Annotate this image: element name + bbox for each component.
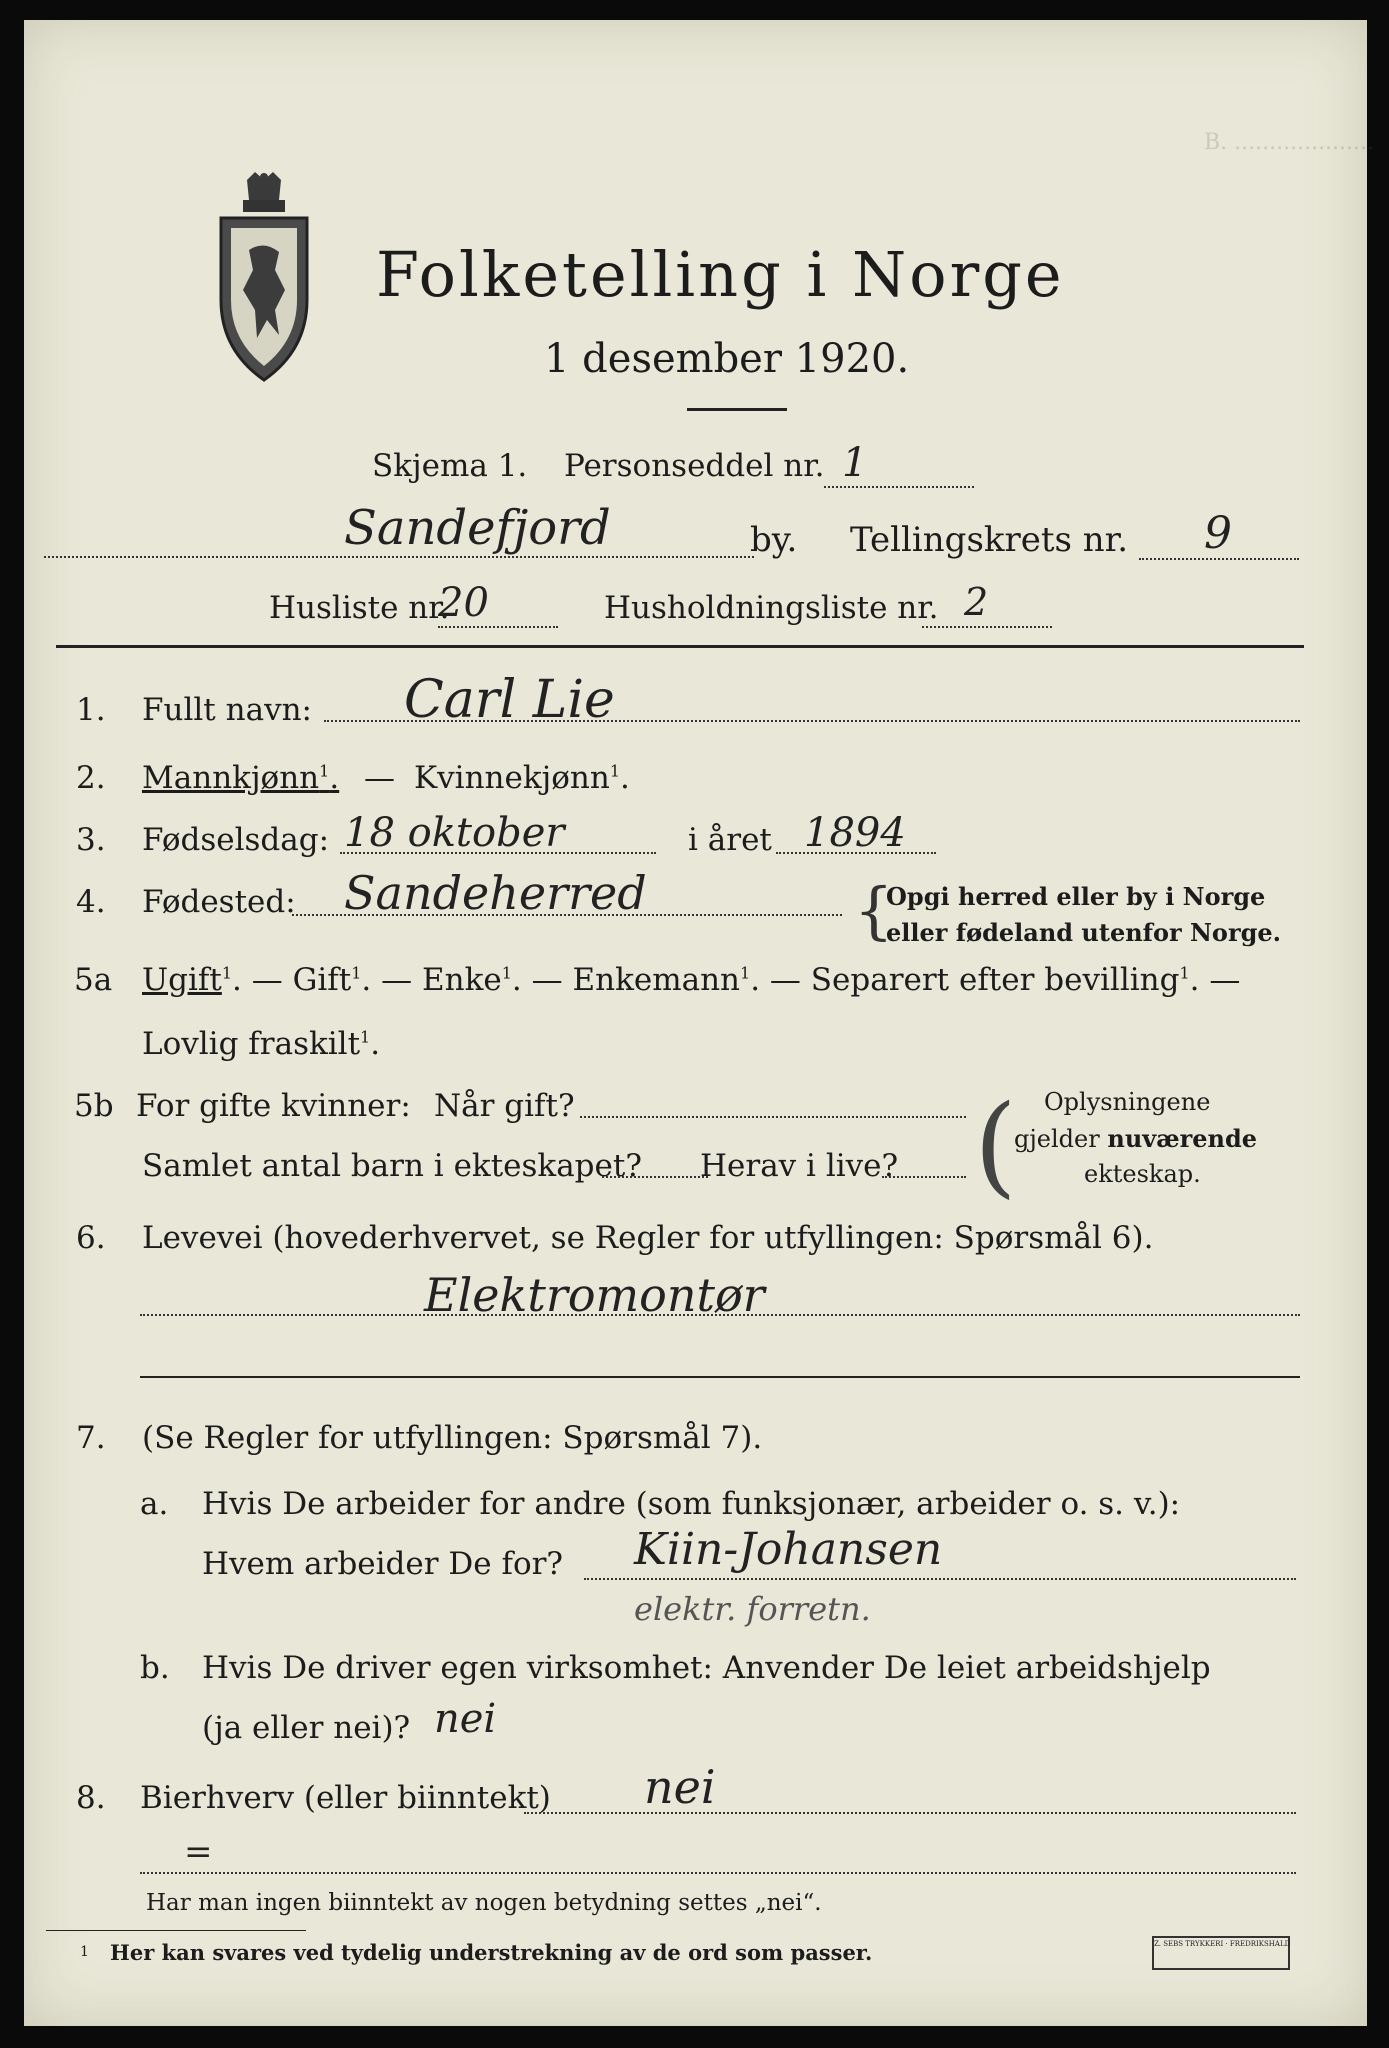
q8-number: 8. [76,1780,106,1816]
q1-number: 1. [76,692,106,728]
q7-number: 7. [76,1420,106,1456]
header-rule [56,645,1304,648]
q7-label: (Se Regler for utfyllingen: Spørsmål 7). [142,1420,763,1456]
q8-label: Bierhverv (eller biinntekt) [140,1780,551,1816]
personseddel-label: Personseddel nr. [564,448,825,484]
husholdning-label: Husholdningsliste nr. [604,590,939,626]
q5b-note-3: ekteskap. [1084,1160,1201,1188]
q5a-number: 5a [74,962,113,998]
q5b-barn: Samlet antal barn i ekteskapet? [142,1148,642,1184]
q3-number: 3. [76,822,106,858]
q7a-value-2: elektr. forretn. [634,1590,871,1628]
q5b-note-1: Oplysningene [1044,1088,1211,1116]
q1-label: Fullt navn: [142,692,312,728]
footer-note: Har man ingen biinntekt av nogen betydning settes „nei“. [146,1890,822,1916]
footnote: Her kan svares ved tydelig understrekning av de ord som passer. [110,1940,873,1965]
q5b-note-2: gjelder nuværende [1014,1124,1258,1153]
footnote-number: 1 [80,1944,89,1960]
q5a-fraskilt: Lovlig fraskilt$^1$. [142,1026,381,1062]
husliste-label: Husliste nr. [269,590,450,626]
q5a-enke: Enke [421,962,502,998]
q5a-enkemann: Enkemann [572,962,741,998]
q2-mannkjonn: Mannkjønn$^1$. [142,760,340,796]
q4-note-1: Opgi herred eller by i Norge [886,882,1266,911]
husholdning-value: 2 [964,580,989,624]
census-form: B. .................... Folketelling i Norge 1 desember 1920. Skjema 1. Personseddel nr. 1 Sandefjord by. Tellingskrets nr. 9 Husliste nr. 20 Husholdningsliste nr. 2 1. Fullt navn: Carl Lie 2. Mannkjønn$^1$. — Kvinnekjønn$^1$. 3. Fødselsdag: 18 oktober i året 1894 4. Fødested: Sandeherred { Opgi herred eller by i Norge eller fødeland utenfor Norge. 5a Ugift$^1$. — Gift$^1$. — Enke$^1$. — Enkemann$^1$. — Separert efter bevilling$^1$. — Lovlig fraskilt$^1$. 5b For gifte kvinner: Når gift? Samlet antal barn i ekteskapet? Herav i live? ( Oplysningene gjelder nuværende ekteskap. 6. Levevei (hovederhvervet, se Regler for utfyllingen: Spørsmål 6). Elektromontør 7. (Se Regler for utfyllingen: Spørsmål 7). a. Hvis De arbeider for andre (som funksjonær, arbeider o. s. v.): Hvem arbeider De for? Kiin-Johansen elektr. forretn. b. Hvis De driver egen virksomhet: Anvender De leiet arbeidshjelp (ja eller nei)? nei 8. Bierhverv (eller biinntekt) nei = Har man ingen biinntekt av nogen betydning settes „nei“. 1 Her kan svares ved tydelig understrekning av de ord som passer. Z. SEBS TRYKKERI · FREDRIKSHALD [24,20,1367,2026]
q2-separator: — [364,760,395,796]
q8-value: nei [644,1760,716,1814]
q4-note-2: eller fødeland utenfor Norge. [886,918,1281,947]
q7b-value: nei [434,1696,497,1742]
coat-of-arms-icon [209,170,319,390]
by-value: Sandefjord [344,500,611,556]
bleed-through: B. .................... [1204,130,1375,155]
q7a-text: Hvis De arbeider for andre (som funksjonær, arbeider o. s. v.): [202,1486,1181,1522]
q5a-options-line-1: Ugift$^1$. — Gift$^1$. — Enke$^1$. — Enkemann$^1$. — Separert efter bevilling$^1$. — [142,962,1241,998]
tellingskrets-value: 9 [1204,508,1232,559]
q7b-letter: b. [140,1650,170,1686]
q5b-label: For gifte kvinner: [136,1088,411,1124]
q4-value: Sandeherred [344,866,647,920]
q8-value-2: = [184,1832,213,1872]
q4-number: 4. [76,884,106,920]
q3-value: 18 oktober [344,810,565,856]
q5a-separert: Separert efter bevilling [810,962,1180,998]
q2-number: 2. [76,760,106,796]
q5a-gift: Gift [292,962,352,998]
q5b-i-live: Herav i live? [700,1148,899,1184]
census-date: 1 desember 1920. [544,336,910,382]
q3-label: Fødselsdag: [142,822,330,858]
q7a-letter: a. [140,1486,169,1522]
q5a-ugift: Ugift [142,962,222,998]
q7a-value: Kiin-Johansen [634,1524,943,1575]
q6-value: Elektromontør [424,1268,765,1322]
q7a-who: Hvem arbeider De for? [202,1546,564,1582]
q7b-text: Hvis De driver egen virksomhet: Anvender De leiet arbeidshjelp [202,1650,1211,1686]
q5b-naar-gift: Når gift? [434,1088,575,1124]
q2-kvinnekjonn: Kvinnekjønn$^1$. [414,760,630,796]
q1-value: Carl Lie [404,670,615,730]
q3-year-label: i året [688,822,772,858]
q6-label: Levevei (hovederhvervet, se Regler for utfyllingen: Spørsmål 6). [142,1220,1154,1256]
personseddel-value: 1 [842,440,868,486]
tellingskrets-label: Tellingskrets nr. [850,520,1129,560]
q7b-question: (ja eller nei)? [202,1710,411,1746]
title-divider [687,408,787,411]
q3-year-value: 1894 [804,810,906,856]
q6-number: 6. [76,1220,106,1256]
skjema-label: Skjema 1. [372,448,528,484]
q5b-number: 5b [74,1088,114,1124]
page-title: Folketelling i Norge [376,238,1065,311]
by-label: by. [750,520,798,560]
q4-label: Fødested: [142,884,296,920]
husliste-value: 20 [438,580,489,626]
printer-stamp: Z. SEBS TRYKKERI · FREDRIKSHALD [1152,1936,1290,1970]
